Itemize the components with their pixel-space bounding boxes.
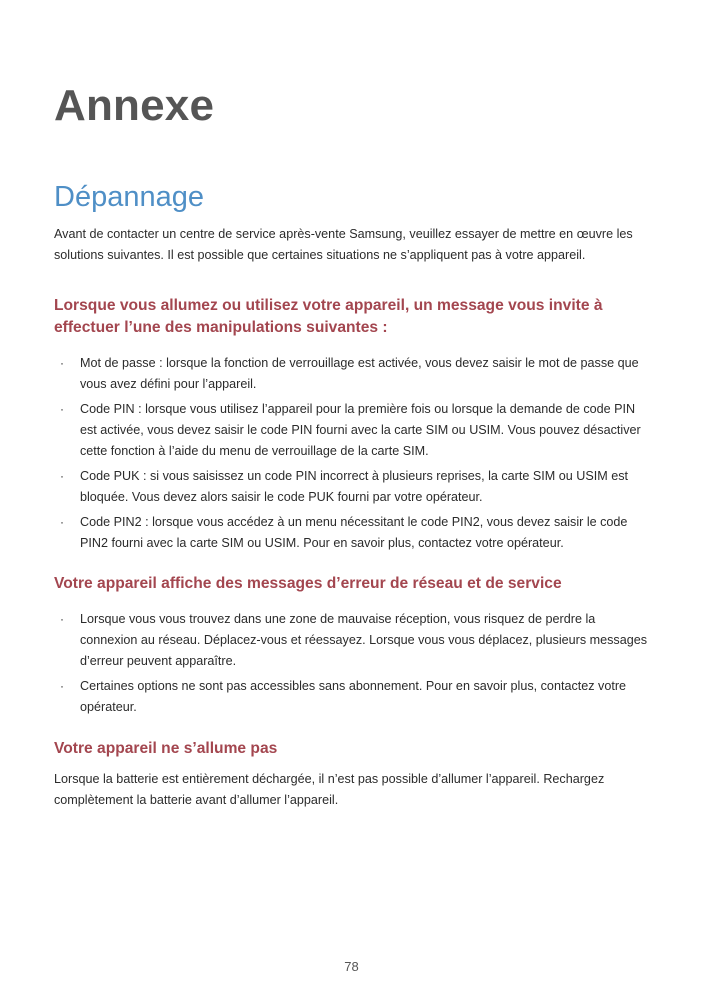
list-item	[54, 399, 654, 462]
page-number: 78	[344, 959, 359, 974]
intro-paragraph: Avant de contacter un centre de service après-vente Samsung, veuillez essayer de mettre en œuvre les solutions suivantes. Il est possible que certaines situations ne s’appliquent pas à votre appareil.	[54, 227, 633, 262]
bullet-list-network-errors	[54, 609, 654, 718]
section-title: Dépannage	[54, 181, 204, 213]
bullet-icon: ·	[60, 402, 64, 416]
list-item-text: Code PIN : lorsque vous utilisez l’appareil pour la première fois ou lorsque la demande de code PIN est activée, vous devez saisir le code PIN fourni avec la carte SIM ou USIM. Vous pouvez désactiver cette fonction à l’aide du menu de verrouillage de la carte SIM.	[80, 402, 641, 458]
bullet-list-unlock-prompts	[54, 353, 654, 554]
list-item-text: Mot de passe : lorsque la fonction de verrouillage est activée, vous devez saisir le mot de passe que vous avez défini pour l’appareil.	[80, 356, 639, 391]
list-item	[54, 512, 654, 554]
section-network-errors	[54, 573, 654, 722]
list-item	[54, 676, 654, 718]
list-item	[54, 353, 654, 395]
section-device-wont-turn-on	[54, 738, 654, 811]
bullet-icon: ·	[60, 469, 64, 483]
list-item-text: Code PUK : si vous saisissez un code PIN incorrect à plusieurs reprises, la carte SIM ou USIM est bloquée. Vous devez alors saisir le code PUK fourni par votre opérateur.	[80, 469, 629, 504]
list-item-text: Certaines options ne sont pas accessibles sans abonnement. Pour en savoir plus, contactez votre opérateur.	[80, 679, 627, 714]
subheading-network-errors: Votre appareil affiche des messages d’erreur de réseau et de service	[54, 575, 562, 592]
bullet-icon: ·	[60, 612, 64, 626]
bullet-icon: ·	[60, 515, 64, 529]
body-paragraph: Lorsque la batterie est entièrement déchargée, il n’est pas possible d’allumer l’appareil. Rechargez complètement la batterie avant d’allumer l’appareil.	[54, 772, 605, 807]
bullet-icon: ·	[60, 356, 64, 370]
list-item	[54, 609, 654, 672]
section-unlock-prompts	[54, 295, 654, 558]
list-item-text: Code PIN2 : lorsque vous accédez à un menu nécessitant le code PIN2, vous devez saisir le code PIN2 fourni avec la carte SIM ou USIM. Pour en savoir plus, contactez votre opérateur.	[80, 515, 628, 550]
list-item-text: Lorsque vous vous trouvez dans une zone de mauvaise réception, vous risquez de perdre la connexion au réseau. Déplacez-vous et réessayez. Lorsque vous vous déplacez, plusieurs messages d’erreur peuvent apparaître.	[80, 612, 648, 668]
subheading-device-wont-turn-on: Votre appareil ne s’allume pas	[54, 740, 278, 757]
page-title: Annexe	[54, 81, 215, 130]
subheading-unlock-prompts: Lorsque vous allumez ou utilisez votre appareil, un message vous invite à effectuer l’une des manipulations suivantes :	[54, 297, 603, 336]
bullet-icon: ·	[60, 679, 64, 693]
list-item	[54, 466, 654, 508]
